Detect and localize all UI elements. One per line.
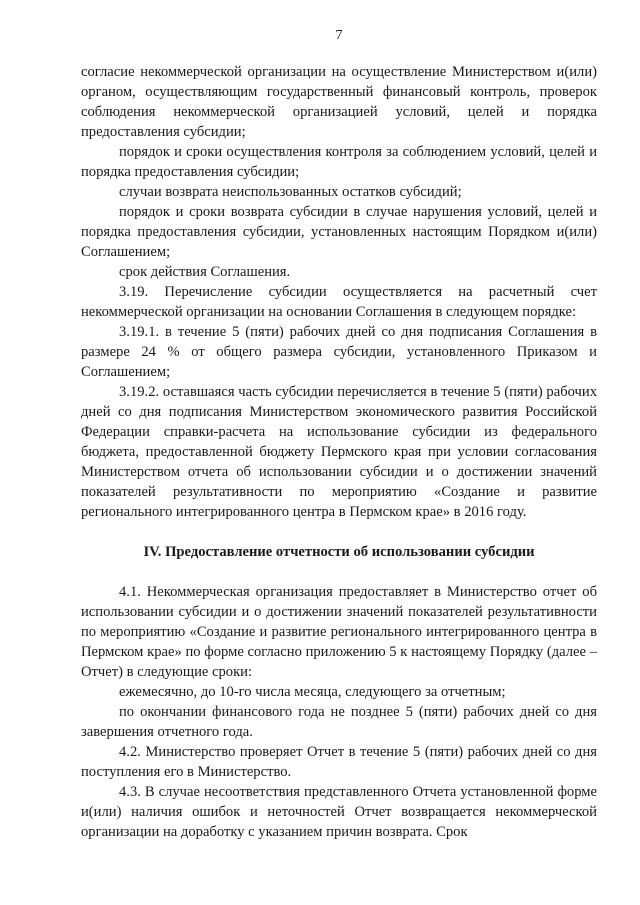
document-page xyxy=(81,0,597,905)
paragraph-consent-control: согласие некоммерческой организации на осуществление Министерством и(или) органом, осуществляющим государственный финансовый контроль, проверок соблюдения некоммерческой организацией условий, целей и порядка предоставления субсидии; xyxy=(81,64,597,140)
paragraph-4-2: 4.2. Министерство проверяет Отчет в течение 5 (пяти) рабочих дней со дня поступления его в Министерство. xyxy=(81,744,597,780)
paragraph-3-19-1: 3.19.1. в течение 5 (пяти) рабочих дней со дня подписания Соглашения в размере 24 % от общего размера субсидии, установленного Приказом и Соглашением; xyxy=(81,324,597,380)
paragraph-control-procedure: порядок и сроки осуществления контроля за соблюдением условий, целей и порядка предоставления субсидии; xyxy=(81,144,597,180)
paragraph-annual-deadline: по окончании финансового года не позднее 5 (пяти) рабочих дней со дня завершения отчетного года. xyxy=(81,704,597,740)
paragraph-3-19: 3.19. Перечисление субсидии осуществляется на расчетный счет некоммерческой организации на основании Соглашения в следующем порядке: xyxy=(81,284,597,320)
paragraph-refund-procedure: порядок и сроки возврата субсидии в случае нарушения условий, целей и порядка предоставления субсидии, установленных настоящим Порядком и(или) Соглашением; xyxy=(81,204,597,260)
paragraph-refund-cases: случаи возврата неиспользованных остатков субсидий; xyxy=(119,184,462,200)
paragraph-monthly-deadline: ежемесячно, до 10-го числа месяца, следующего за отчетным; xyxy=(119,684,506,700)
paragraph-agreement-term: срок действия Соглашения. xyxy=(119,264,291,280)
paragraph-4-3: 4.3. В случае несоответствия представленного Отчета установленной форме и(или) наличия ошибок и неточностей Отчет возвращается некоммерческой организации на доработку с указанием причин возврата. Срок xyxy=(81,784,597,840)
paragraph-4-1: 4.1. Некоммерческая организация предоставляет в Министерство отчет об использовании субсидии и о достижении значений показателей результативности по мероприятию «Создание и развитие регионального интегрированного центра в Пермском крае» по форме согласно приложению 5 к настоящему Порядку (далее – Отчет) в следующие сроки: xyxy=(81,584,597,680)
document-body xyxy=(81,62,597,842)
section-heading: IV. Предоставление отчетности об использовании субсидии xyxy=(143,544,535,560)
paragraph-3-19-2: 3.19.2. оставшаяся часть субсидии перечисляется в течение 5 (пяти) рабочих дней со дня подписания Министерством экономического развития Российской Федерации справки-расчета на использование субсидии из федерального бюджета, предоставленной бюджету Пермского края при условии согласования Министерством отчета об использовании субсидии и о достижении значений показателей результативности по мероприятию «Создание и развитие регионального интегрированного центра в Пермском крае» в 2016 году. xyxy=(81,384,597,520)
page-number: 7 xyxy=(335,28,343,43)
